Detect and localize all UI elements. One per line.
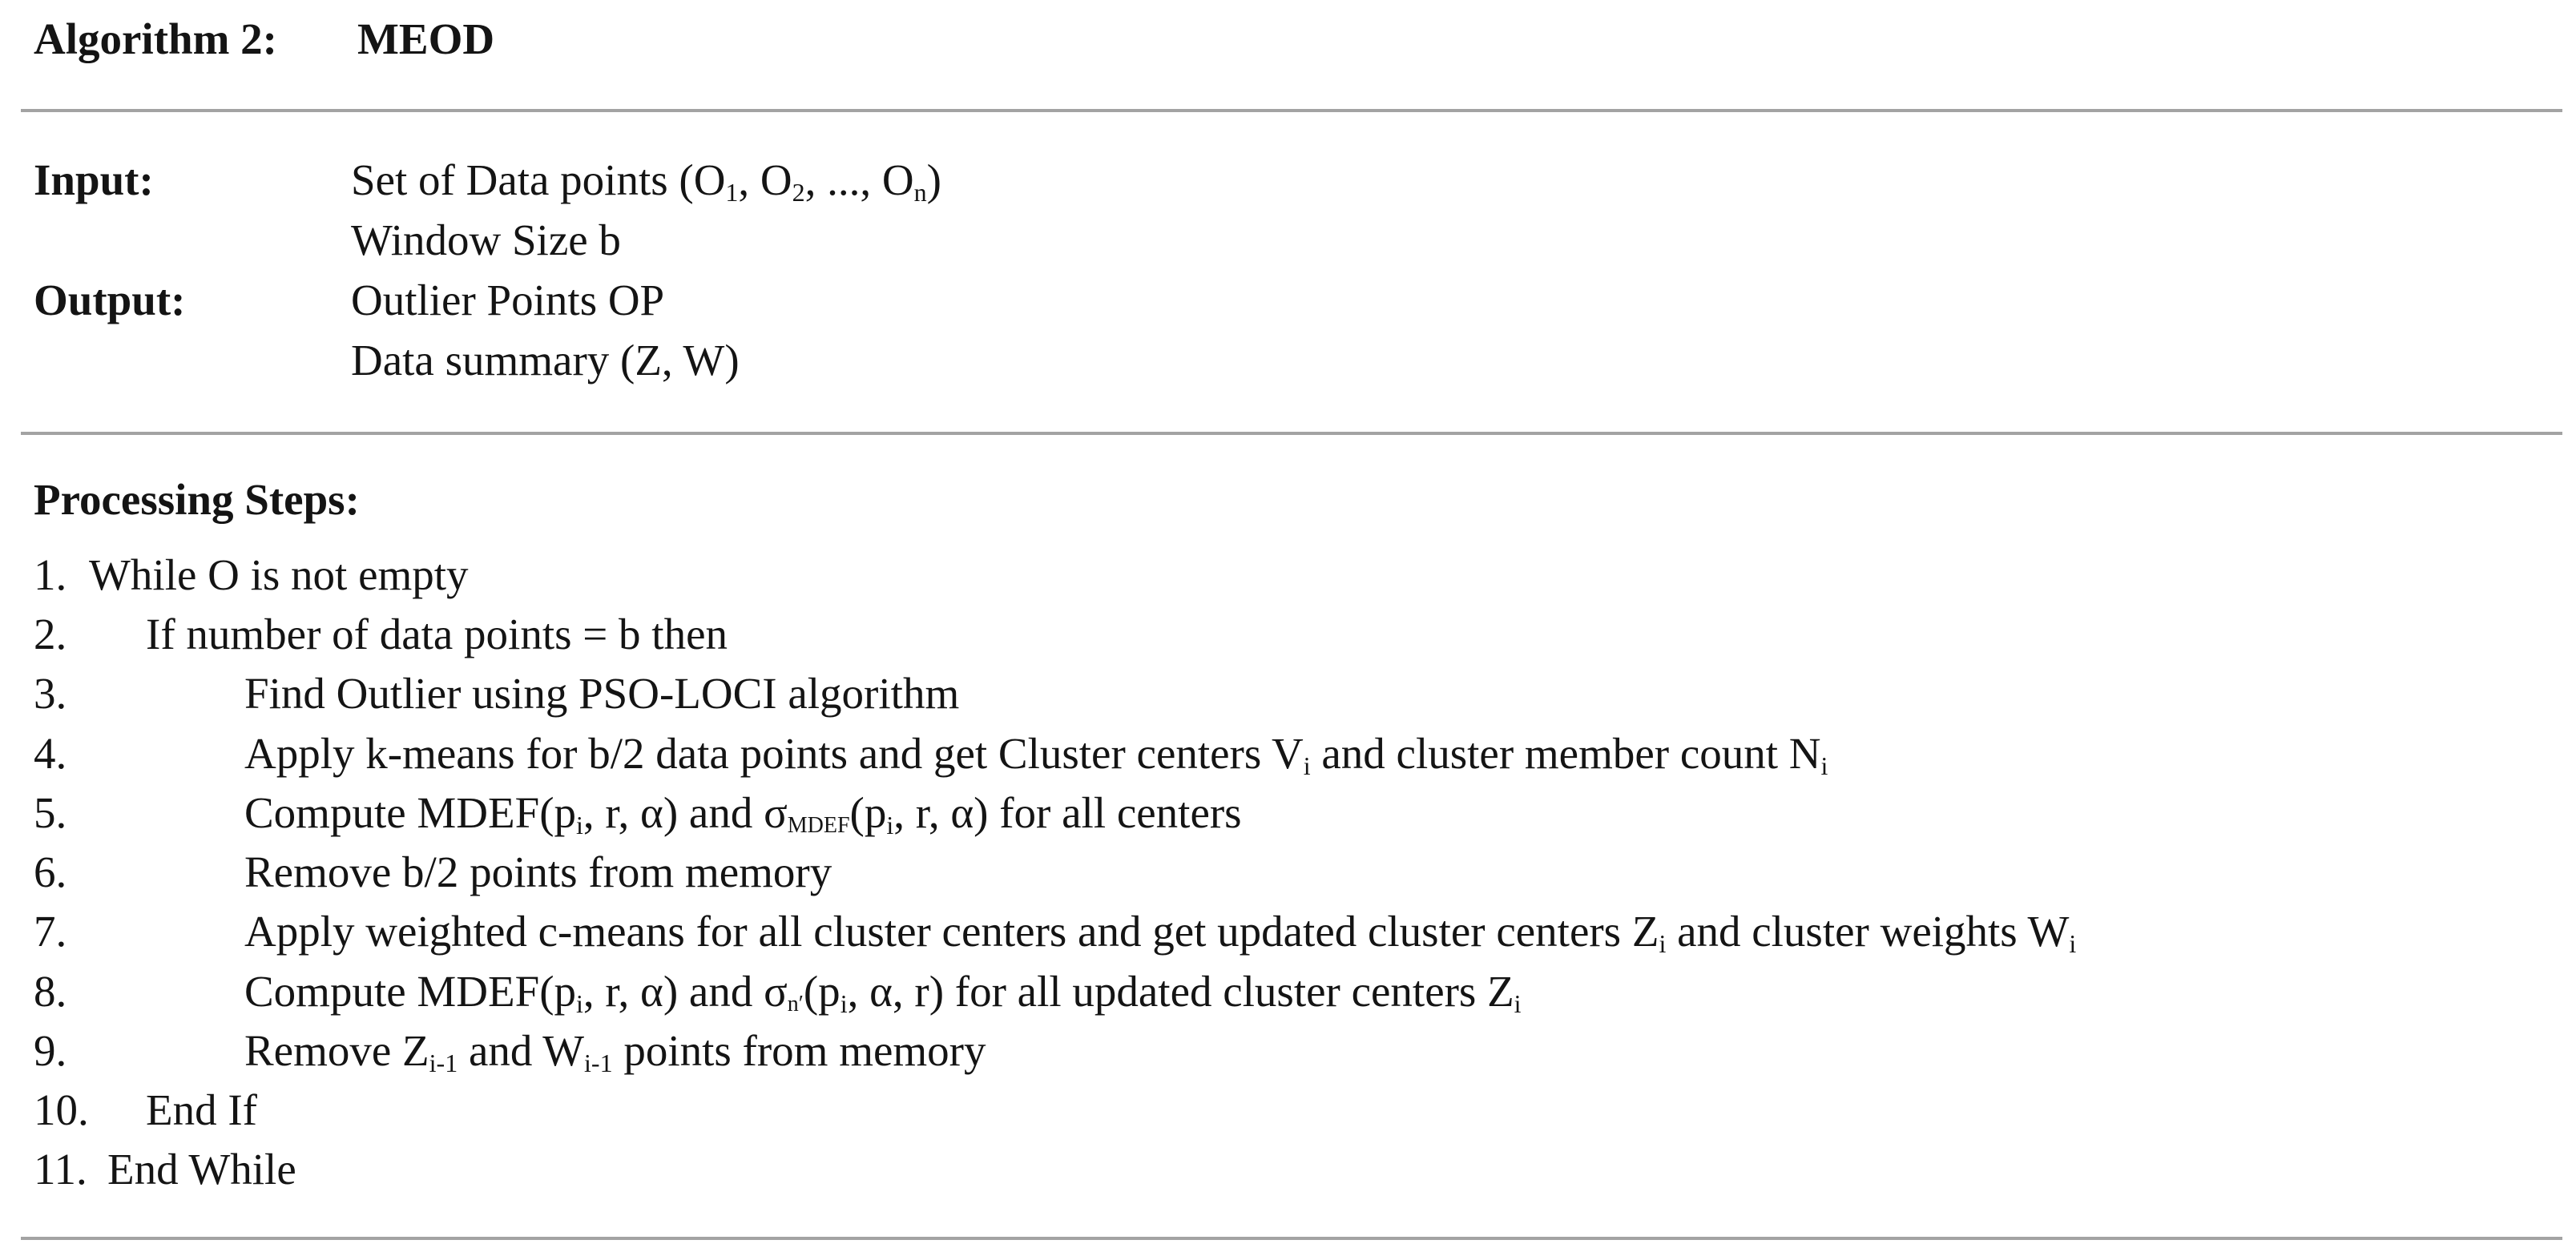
- divider-bottom: [21, 1237, 2562, 1240]
- output-label: Output:: [34, 276, 186, 324]
- step-number: 9.: [34, 1026, 67, 1075]
- step-text: Remove b/2 points from memory: [244, 847, 832, 896]
- step-text: End While: [107, 1145, 296, 1194]
- step-text: Find Outlier using PSO-LOCI algorithm: [244, 669, 960, 718]
- input-data-points: Set of Data points ($O_1$, $O_2$, ..., $O_n$): [351, 155, 941, 207]
- divider-top: [21, 109, 2562, 112]
- step-text: End If: [146, 1085, 257, 1134]
- step-text: Compute $MDEF(p_i$, r, α) and $\sigma MDEF(p_i$, r, α) for all centers: [244, 788, 1242, 839]
- step-number: 5.: [34, 788, 67, 837]
- algorithm-name: MEOD: [357, 14, 495, 63]
- step-number: 8.: [34, 967, 67, 1016]
- step-text: If number of data points = b then: [146, 610, 728, 658]
- processing-steps-heading: Processing Steps:: [34, 475, 360, 524]
- step-number: 1.: [34, 550, 67, 599]
- step-number: 7.: [34, 907, 67, 956]
- step-number: 11.: [34, 1145, 87, 1194]
- algorithm-label: Algorithm 2:: [34, 14, 277, 63]
- step-number: 4.: [34, 729, 67, 778]
- step-number: 2.: [34, 610, 67, 658]
- step-number: 10.: [34, 1085, 89, 1134]
- divider-middle: [21, 432, 2562, 435]
- step-text: Apply k-means for b/2 data points and get Cluster centers $V_i$ and cluster member count $N_i$: [244, 729, 1828, 780]
- input-window-size: Window Size b: [351, 215, 621, 264]
- output-outlier-points: Outlier Points OP: [351, 276, 665, 324]
- step-text: Compute $MDEF(p_i$, r, α) and $\sigma n'(p_i$, α, r) for all updated cluster centers $Z_i$: [244, 967, 1522, 1018]
- output-data-summary: Data summary (Z, W): [351, 336, 740, 384]
- step-number: 6.: [34, 847, 67, 896]
- step-text: While O is not empty: [89, 550, 469, 599]
- step-text: Remove $Z_{i-1}$ and $W_{i-1}$ points from memory: [244, 1026, 986, 1077]
- step-number: 3.: [34, 669, 67, 718]
- step-text: Apply weighted c-means for all cluster centers and get updated cluster centers $Z_i$ and cluster weights $W_i$: [244, 907, 2077, 958]
- input-label: Input:: [34, 155, 154, 204]
